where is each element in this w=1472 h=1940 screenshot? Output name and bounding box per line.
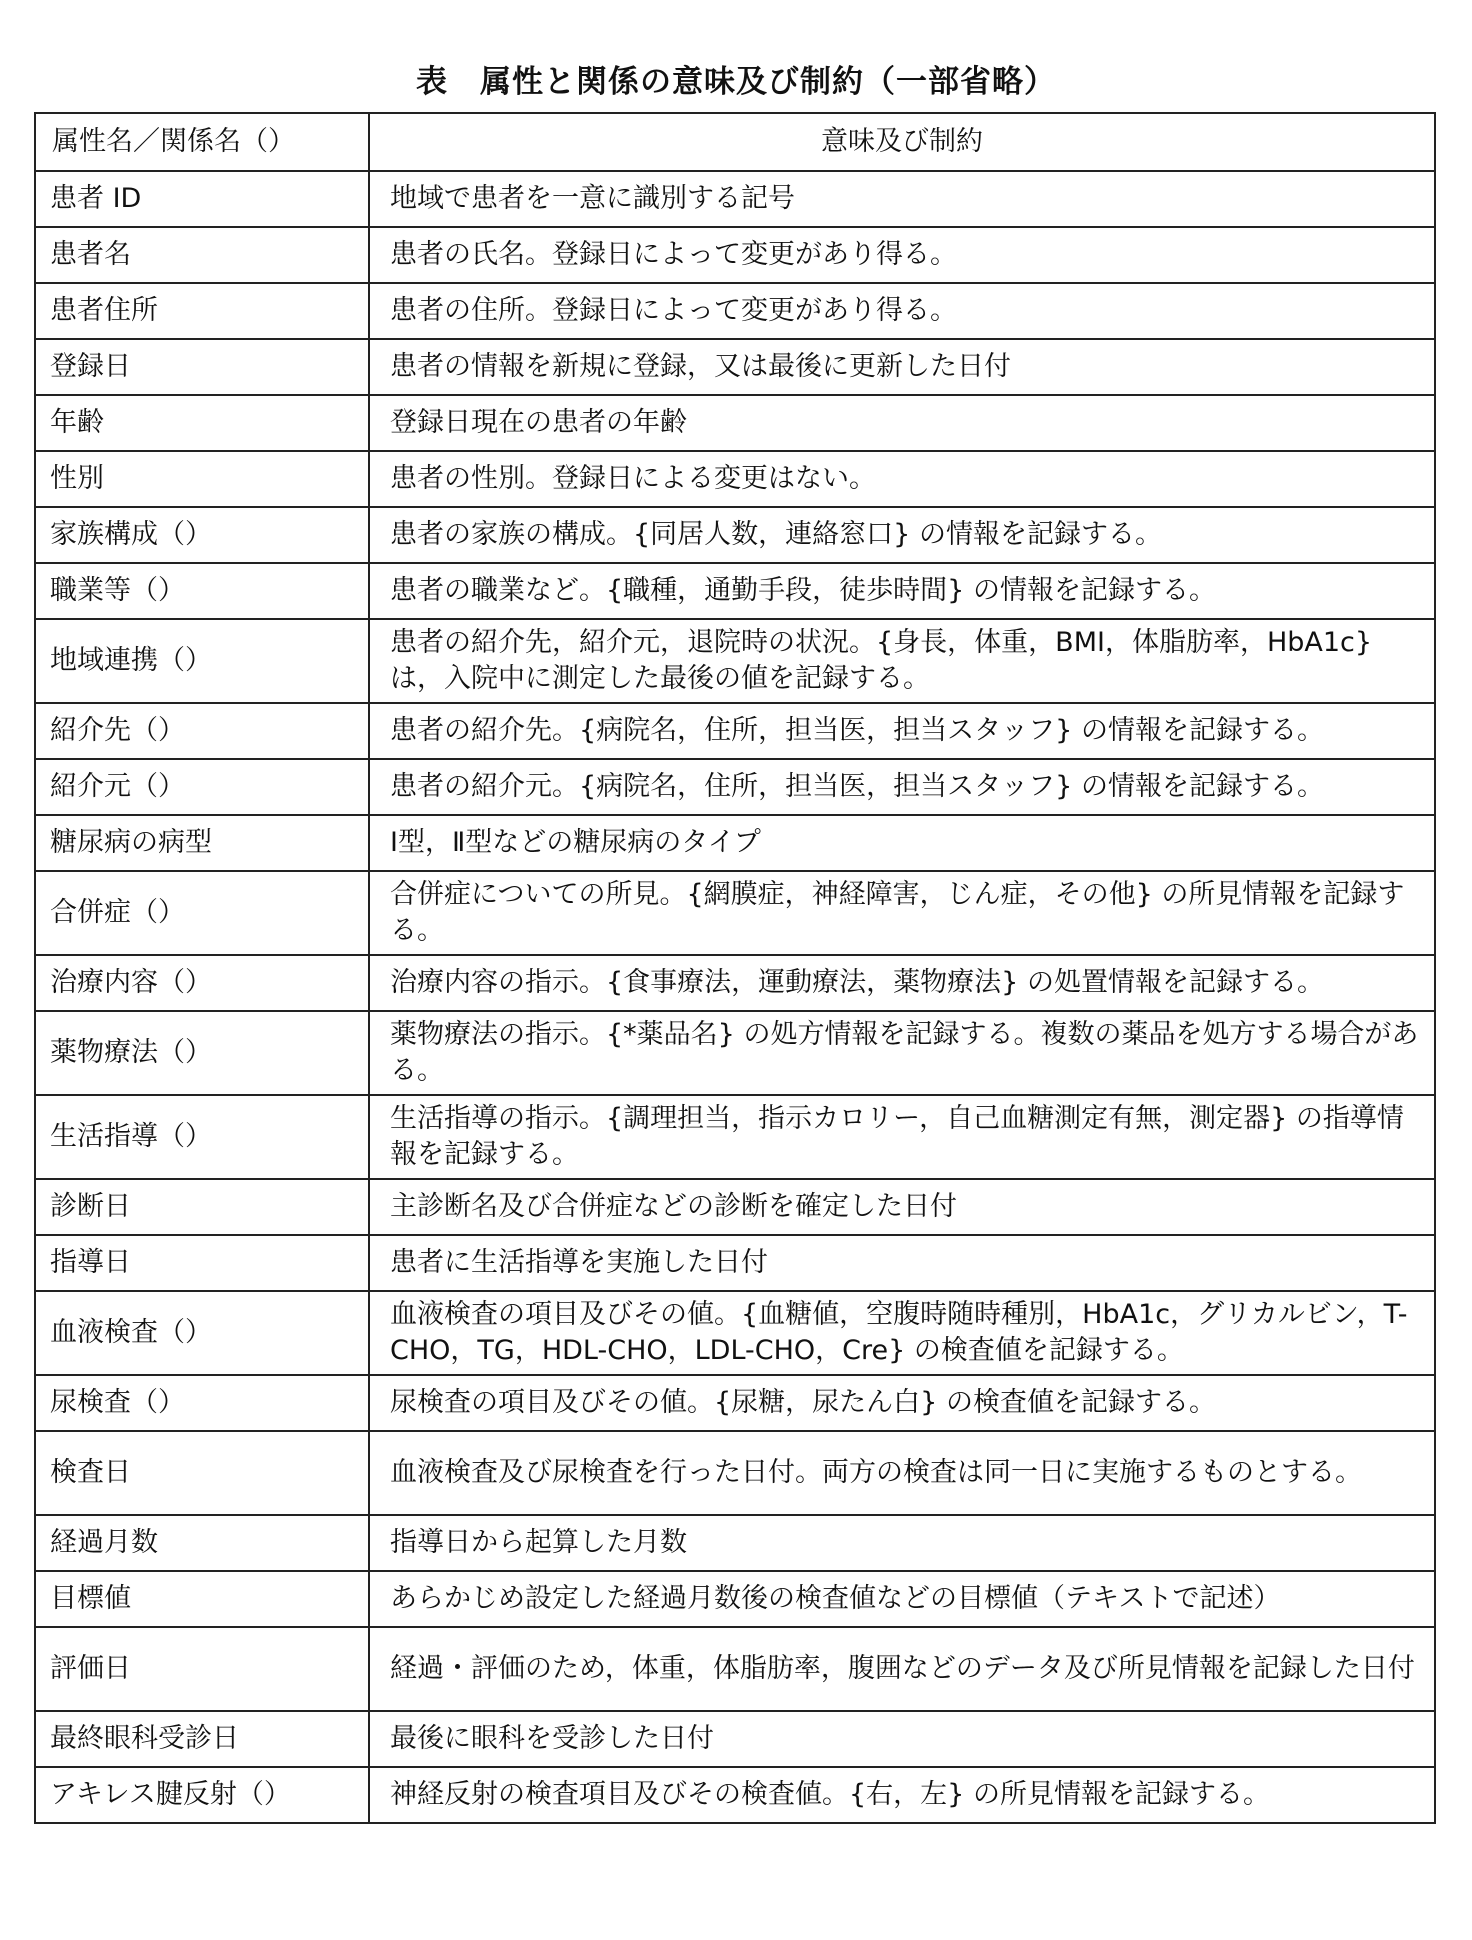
table-row	[35, 1571, 1435, 1627]
attribute-name: 指導日	[35, 1235, 369, 1291]
table-row	[35, 563, 1435, 619]
table-row	[35, 955, 1435, 1011]
attribute-name: 性別	[35, 451, 369, 507]
attribute-name: アキレス腱反射（）	[35, 1767, 369, 1823]
attribute-name: 生活指導（）	[35, 1095, 369, 1179]
attribute-meaning: あらかじめ設定した経過月数後の検査値などの目標値（テキストで記述）	[369, 1571, 1435, 1627]
attribute-meaning: 最後に眼科を受診した日付	[369, 1711, 1435, 1767]
attribute-name: 患者 ID	[35, 171, 369, 227]
attribute-meaning: 指導日から起算した月数	[369, 1515, 1435, 1571]
table-row	[35, 1291, 1435, 1375]
attribute-name: 職業等（）	[35, 563, 369, 619]
table-row	[35, 451, 1435, 507]
table-row	[35, 171, 1435, 227]
attribute-meaning: Ⅰ型，Ⅱ型などの糖尿病のタイプ	[369, 815, 1435, 871]
attribute-meaning: 主診断名及び合併症などの診断を確定した日付	[369, 1179, 1435, 1235]
attribute-meaning: 患者の紹介元。{病院名，住所，担当医，担当スタッフ} の情報を記録する。	[369, 759, 1435, 815]
attribute-meaning: 薬物療法の指示。{*薬品名} の処方情報を記録する。複数の薬品を処方する場合がある。	[369, 1011, 1435, 1095]
attribute-meaning: 尿検査の項目及びその値。{尿糖，尿たん白} の検査値を記録する。	[369, 1375, 1435, 1431]
attribute-meaning: 合併症についての所見。{網膜症，神経障害，じん症，その他} の所見情報を記録する。	[369, 871, 1435, 955]
attribute-name: 最終眼科受診日	[35, 1711, 369, 1767]
attribute-meaning: 患者の家族の構成。{同居人数，連絡窓口} の情報を記録する。	[369, 507, 1435, 563]
attribute-meaning: 登録日現在の患者の年齢	[369, 395, 1435, 451]
table-row	[35, 1627, 1435, 1711]
header-meaning: 意味及び制約	[369, 113, 1435, 171]
table-row	[35, 1711, 1435, 1767]
attribute-name: 治療内容（）	[35, 955, 369, 1011]
table-row	[35, 1179, 1435, 1235]
attribute-name: 薬物療法（）	[35, 1011, 369, 1095]
header-row	[35, 113, 1435, 171]
attribute-meaning: 血液検査の項目及びその値。{血糖値，空腹時随時種別，HbA1c，グリカルビン，T-CHO，TG，HDL-CHO，LDL-CHO，Cre} の検査値を記録する。	[369, 1291, 1435, 1375]
attribute-name: 紹介元（）	[35, 759, 369, 815]
table-row	[35, 1095, 1435, 1179]
attribute-name: 患者名	[35, 227, 369, 283]
table-row	[35, 227, 1435, 283]
attribute-name: 地域連携（）	[35, 619, 369, 703]
attribute-name: 尿検査（）	[35, 1375, 369, 1431]
attribute-meaning: 治療内容の指示。{食事療法，運動療法，薬物療法} の処置情報を記録する。	[369, 955, 1435, 1011]
table-row	[35, 703, 1435, 759]
table-row	[35, 1515, 1435, 1571]
attribute-meaning: 患者の職業など。{職種，通勤手段，徒歩時間} の情報を記録する。	[369, 563, 1435, 619]
attribute-meaning: 血液検査及び尿検査を行った日付。両方の検査は同一日に実施するものとする。	[369, 1431, 1435, 1515]
table-row	[35, 815, 1435, 871]
table-row	[35, 871, 1435, 955]
attribute-meaning: 患者に生活指導を実施した日付	[369, 1235, 1435, 1291]
attribute-meaning: 患者の紹介先，紹介元，退院時の状況。{身長，体重，BMI，体脂肪率，HbA1c} は，入院中に測定した最後の値を記録する。	[369, 619, 1435, 703]
table-row	[35, 1235, 1435, 1291]
table-row	[35, 1375, 1435, 1431]
attribute-name: 患者住所	[35, 283, 369, 339]
attribute-name: 目標値	[35, 1571, 369, 1627]
attribute-name: 評価日	[35, 1627, 369, 1711]
table-row	[35, 283, 1435, 339]
table-row	[35, 1431, 1435, 1515]
table-row	[35, 507, 1435, 563]
attribute-table	[34, 112, 1436, 1824]
table-title: 表 属性と関係の意味及び制約（一部省略）	[416, 64, 1056, 100]
attribute-name: 経過月数	[35, 1515, 369, 1571]
attribute-name: 紹介先（）	[35, 703, 369, 759]
attribute-meaning: 患者の性別。登録日による変更はない。	[369, 451, 1435, 507]
attribute-name: 登録日	[35, 339, 369, 395]
attribute-meaning: 患者の紹介先。{病院名，住所，担当医，担当スタッフ} の情報を記録する。	[369, 703, 1435, 759]
attribute-meaning: 患者の住所。登録日によって変更があり得る。	[369, 283, 1435, 339]
attribute-meaning: 患者の氏名。登録日によって変更があり得る。	[369, 227, 1435, 283]
table-row	[35, 1767, 1435, 1823]
attribute-meaning: 生活指導の指示。{調理担当，指示カロリー，自己血糖測定有無，測定器} の指導情報を記録する。	[369, 1095, 1435, 1179]
attribute-meaning: 患者の情報を新規に登録，又は最後に更新した日付	[369, 339, 1435, 395]
attribute-name: 血液検査（）	[35, 1291, 369, 1375]
attribute-name: 年齢	[35, 395, 369, 451]
table-row	[35, 339, 1435, 395]
attribute-name: 糖尿病の病型	[35, 815, 369, 871]
attribute-name: 検査日	[35, 1431, 369, 1515]
attribute-meaning: 神経反射の検査項目及びその検査値。{右，左} の所見情報を記録する。	[369, 1767, 1435, 1823]
table-row	[35, 1011, 1435, 1095]
attribute-name: 診断日	[35, 1179, 369, 1235]
attribute-meaning: 地域で患者を一意に識別する記号	[369, 171, 1435, 227]
header-attribute-name: 属性名／関係名（）	[35, 113, 369, 171]
table-row	[35, 619, 1435, 703]
table-row	[35, 759, 1435, 815]
attribute-name: 合併症（）	[35, 871, 369, 955]
table-row	[35, 395, 1435, 451]
attribute-meaning: 経過・評価のため，体重，体脂肪率，腹囲などのデータ及び所見情報を記録した日付	[369, 1627, 1435, 1711]
attribute-name: 家族構成（）	[35, 507, 369, 563]
